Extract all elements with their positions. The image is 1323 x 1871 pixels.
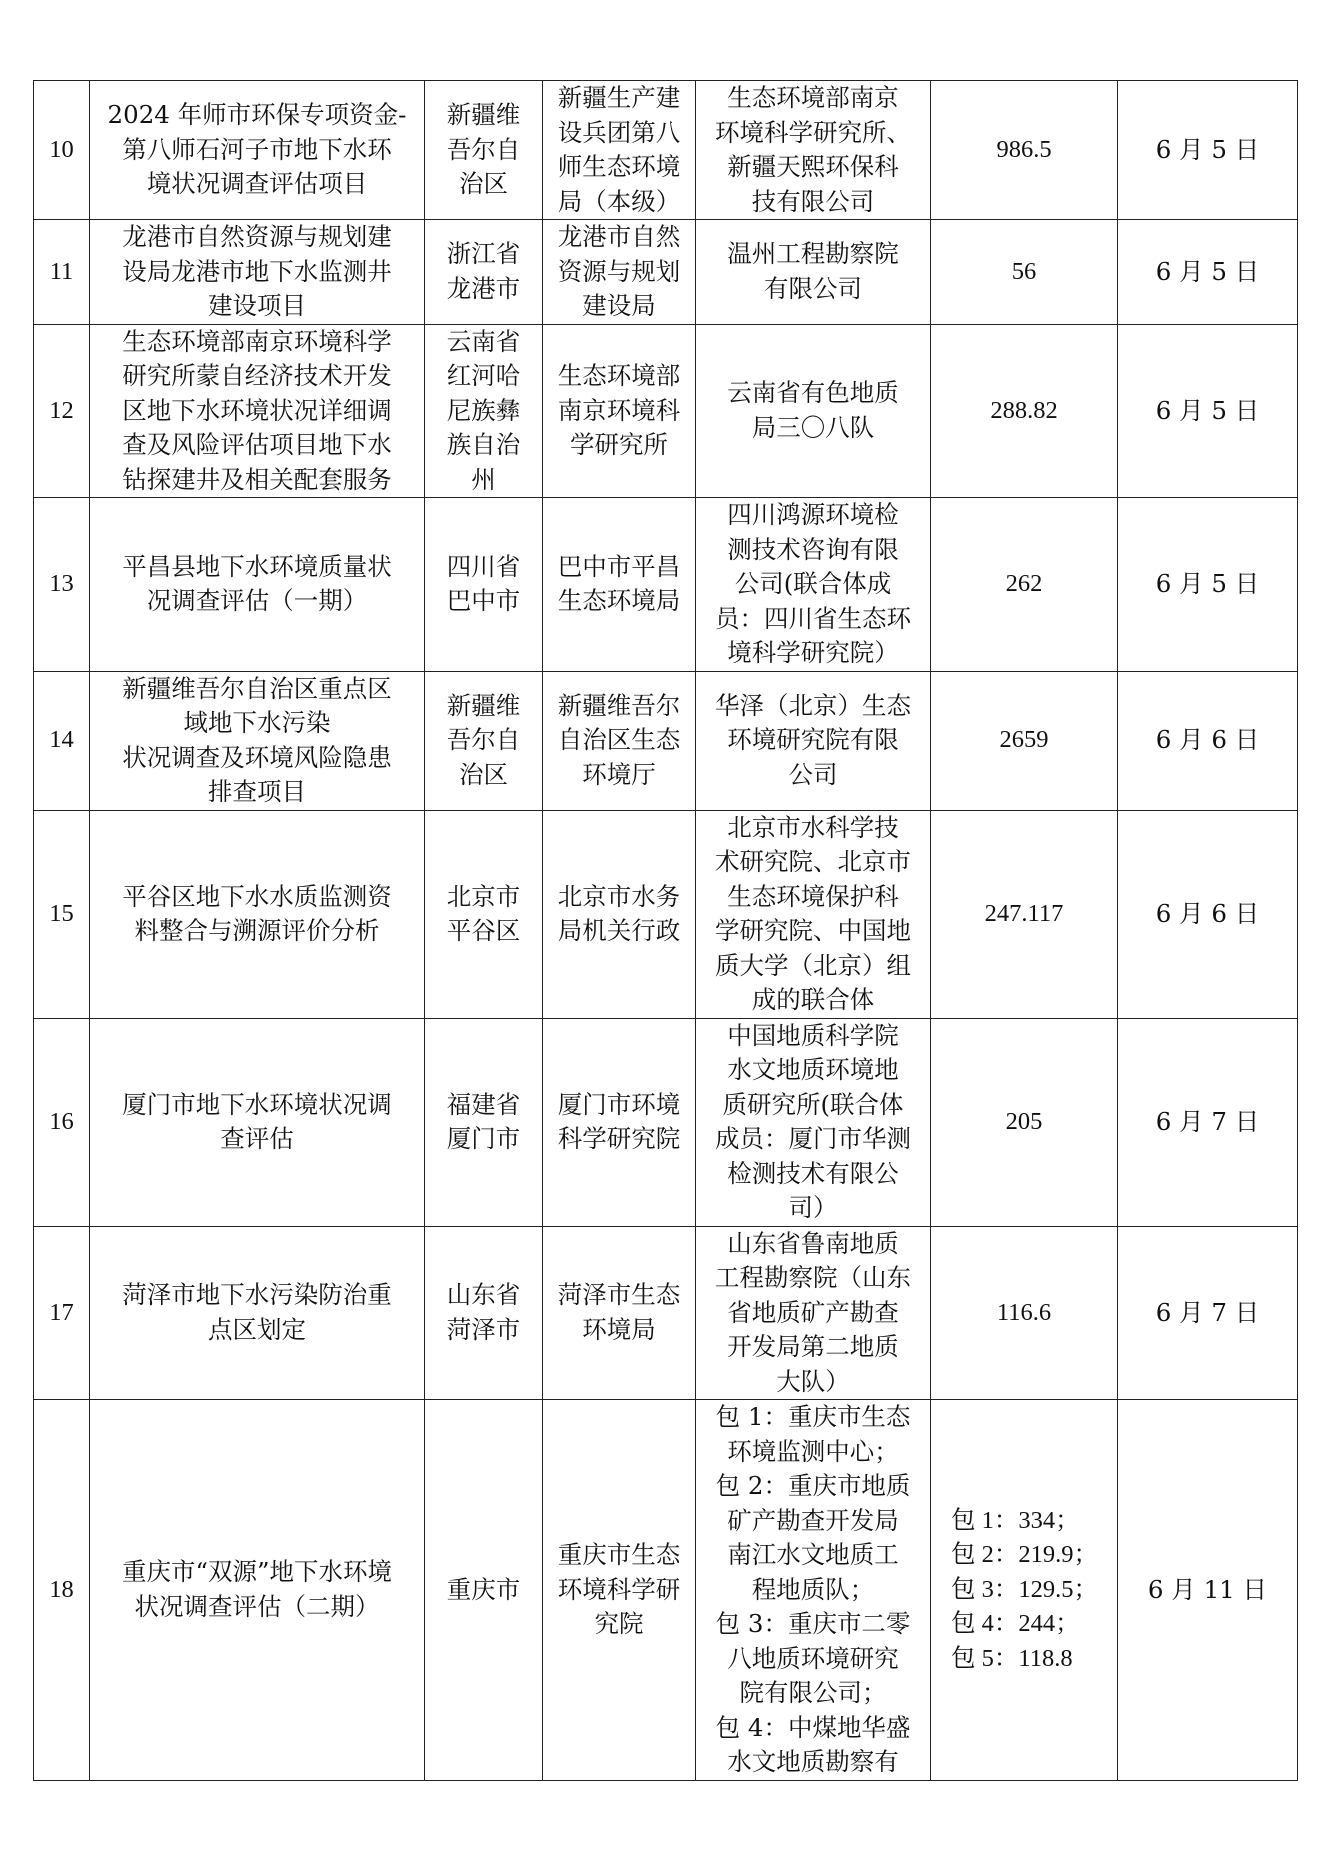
project-name-cell-line: 钻探建井及相关配套服务: [122, 464, 392, 494]
row-number: 12: [34, 324, 90, 498]
project-name-cell: [90, 220, 425, 325]
buyer-cell-line: 环境局: [582, 1314, 656, 1344]
buyer-cell-line: 师生态环境: [557, 152, 681, 181]
project-name-cell-line: 生态环境部南京环境科学: [122, 326, 392, 356]
region-cell: [425, 671, 543, 810]
project-name-cell: [90, 671, 425, 810]
amount-cell: [931, 324, 1118, 498]
region-cell: [425, 1226, 543, 1400]
amount-cell-line: 包 3：129.5；: [951, 1575, 1098, 1603]
date-cell: 6 月 5 日: [1118, 220, 1298, 325]
buyer-cell-line: 究院: [594, 1609, 644, 1638]
buyer-cell-line: 厦门市环境: [557, 1089, 681, 1119]
buyer-cell-line: 环境科学研: [557, 1574, 681, 1604]
row-number: 14: [34, 671, 90, 810]
winner-cell: [696, 220, 931, 325]
buyer-cell-line: 环境厅: [582, 759, 656, 789]
winner-cell-line: 包 4：中煤地华盛: [715, 1712, 911, 1742]
region-cell-line: 四川省: [446, 551, 521, 581]
table-row: [34, 1226, 1298, 1400]
amount-cell: [931, 671, 1118, 810]
winner-cell-line: 司）: [788, 1193, 838, 1222]
region-cell: [425, 220, 543, 325]
amount-cell-line: 247.117: [984, 899, 1064, 927]
region-cell: [425, 1400, 543, 1781]
project-name-cell-line: 查评估: [220, 1124, 294, 1153]
table-row: [34, 324, 1298, 498]
buyer-cell: [543, 1400, 696, 1781]
project-name-cell-line: 建设项目: [208, 291, 306, 320]
winner-cell-line: 程地质队；: [751, 1574, 875, 1604]
project-name-cell-line: 区地下水环境状况详细调: [122, 395, 392, 425]
project-name-cell-line: 料整合与溯源评价分析: [134, 916, 380, 945]
row-number: 17: [34, 1226, 90, 1400]
winner-cell-line: 环境研究院有限: [727, 725, 899, 755]
amount-cell: [931, 220, 1118, 325]
amount-cell-line: 包 1：334；: [951, 1506, 1080, 1534]
region-cell-line: 云南省: [446, 326, 521, 356]
region-cell: [425, 1018, 543, 1226]
buyer-cell-line: 龙港市自然: [557, 222, 681, 251]
winner-cell-line: 员：四川省生态环: [715, 603, 911, 633]
winner-cell-line: 测技术咨询有限: [727, 534, 899, 564]
winner-cell-line: 北京市水科学技: [727, 812, 899, 842]
winner-cell-line: 术研究院、北京市: [715, 847, 911, 876]
date-cell: 6 月 7 日: [1118, 1018, 1298, 1226]
project-name-cell: [90, 1018, 425, 1226]
amount-cell: [931, 1400, 1118, 1781]
region-cell-line: 菏泽市: [446, 1314, 521, 1344]
amount-cell-line: 2659: [999, 726, 1049, 754]
project-name-cell-line: 排查项目: [208, 777, 306, 806]
winner-cell-line: 环境监测中心；: [727, 1436, 899, 1466]
winner-cell: [696, 324, 931, 498]
winner-cell-line: 生态环境部南京: [727, 83, 899, 112]
amount-cell-line: 986.5: [996, 135, 1052, 163]
winner-cell-line: 四川鸿源环境检: [727, 500, 899, 529]
buyer-cell-line: 学研究所: [570, 430, 668, 459]
project-name-cell: [90, 498, 425, 672]
winner-cell-line: 新疆天熙环保科: [727, 152, 899, 181]
amount-cell-line: 包 4：244；: [951, 1610, 1080, 1637]
project-name-cell-line: 平昌县地下水环境质量状: [122, 551, 392, 581]
region-cell-line: 平谷区: [446, 916, 521, 945]
project-name-cell: [90, 81, 425, 220]
project-name-cell: [90, 1400, 425, 1781]
winner-cell-line: 技有限公司: [751, 186, 875, 216]
winner-cell: [696, 1226, 931, 1400]
project-name-cell-line: 点区划定: [208, 1314, 306, 1344]
row-number: 11: [34, 220, 90, 325]
buyer-cell: [543, 810, 696, 1018]
amount-cell-line: 205: [1005, 1107, 1043, 1135]
winner-cell-line: 生态环境保护科: [727, 881, 899, 911]
buyer-cell-line: 新疆维吾尔: [557, 690, 681, 720]
region-cell: [425, 81, 543, 220]
project-name-cell-line: 域地下水污染: [183, 708, 331, 737]
region-cell-line: 福建省: [446, 1089, 521, 1119]
region-cell-line: 尼族彝: [446, 395, 521, 425]
winner-cell-line: 质大学（北京）组: [715, 950, 911, 980]
region-cell-line: 浙江省: [446, 239, 521, 269]
amount-cell-line: 56: [1011, 257, 1037, 285]
region-cell-line: 龙港市: [446, 273, 521, 303]
buyer-cell: [543, 81, 696, 220]
region-cell-line: 红河哈: [446, 361, 521, 390]
project-name-cell: [90, 810, 425, 1018]
winner-cell-line: 工程勘察院（山东: [715, 1263, 911, 1292]
buyer-cell-line: 南京环境科: [557, 395, 681, 425]
region-cell-line: 新疆维: [446, 100, 521, 130]
buyer-cell-line: 菏泽市生态: [557, 1280, 681, 1310]
amount-cell-line: 116.6: [996, 1298, 1052, 1326]
winner-cell: [696, 810, 931, 1018]
region-cell-line: 吾尔自: [446, 134, 521, 164]
buyer-cell-line: 局（本级）: [557, 186, 681, 216]
winner-cell-line: 公司(联合体成: [734, 569, 892, 598]
project-name-cell-line: 龙港市自然资源与规划建: [122, 222, 392, 251]
project-name-cell-line: 平谷区地下水水质监测资: [122, 881, 392, 911]
date-cell: 6 月 5 日: [1118, 498, 1298, 672]
winner-cell: [696, 1400, 931, 1781]
winner-cell: [696, 671, 931, 810]
region-cell-line: 族自治: [446, 430, 521, 459]
amount-cell-line: 262: [1005, 570, 1043, 597]
buyer-cell-line: 自治区生态: [557, 725, 681, 755]
amount-cell: [931, 1226, 1118, 1400]
winner-cell-line: 省地质矿产勘查: [727, 1297, 899, 1327]
region-cell-line: 新疆维: [446, 690, 521, 720]
winner-cell-line: 包 2：重庆市地质: [715, 1471, 911, 1500]
table-row: [34, 498, 1298, 672]
row-number: 16: [34, 1018, 90, 1226]
project-name-cell-line: 况调查评估（一期）: [146, 586, 368, 616]
project-name-cell-line: 设局龙港市地下水监测井: [122, 256, 392, 286]
winner-cell-line: 公司: [788, 759, 838, 789]
region-cell: [425, 498, 543, 672]
winner-cell-line: 包 1：重庆市生态: [715, 1402, 911, 1431]
date-cell: 6 月 6 日: [1118, 671, 1298, 810]
table-row: [34, 671, 1298, 810]
project-name-cell: [90, 1226, 425, 1400]
winner-cell-line: 温州工程勘察院: [727, 239, 899, 269]
winner-cell-line: 大队）: [776, 1366, 850, 1396]
project-name-cell-line: 重庆市“双源”地下水环境: [121, 1557, 393, 1587]
winner-cell-line: 水文地质勘察有: [727, 1747, 899, 1776]
project-name-cell-line: 境状况调查评估项目: [146, 169, 368, 199]
region-cell-line: 厦门市: [446, 1124, 521, 1153]
winner-cell-line: 学研究院、中国地: [715, 916, 911, 945]
region-cell: [425, 810, 543, 1018]
row-number: 10: [34, 81, 90, 220]
buyer-cell: [543, 220, 696, 325]
region-cell-line: 吾尔自: [446, 725, 521, 755]
winner-cell-line: 环境科学研究所、: [715, 117, 911, 147]
project-name-cell-line: 2024 年师市环保专项资金-: [107, 100, 407, 130]
project-name-cell-line: 查及风险评估项目地下水: [122, 430, 392, 459]
amount-cell: [931, 810, 1118, 1018]
project-name-cell-line: 菏泽市地下水污染防治重: [122, 1280, 392, 1310]
amount-cell: [931, 81, 1118, 220]
amount-cell: [931, 498, 1118, 672]
winner-cell-line: 八地质环境研究: [727, 1643, 899, 1673]
winner-cell: [696, 498, 931, 672]
amount-cell-line: 288.82: [990, 396, 1058, 424]
buyer-cell-line: 建设局: [582, 291, 656, 320]
buyer-cell-line: 设兵团第八: [557, 117, 681, 147]
date-cell: 6 月 7 日: [1118, 1226, 1298, 1400]
winner-cell-line: 水文地质环境地: [727, 1055, 899, 1084]
buyer-cell: [543, 324, 696, 498]
winner-cell-line: 华泽（北京）生态: [715, 690, 911, 720]
project-name-cell-line: 状况调查及环境风险隐患: [122, 742, 392, 772]
buyer-cell-line: 资源与规划: [557, 256, 681, 286]
row-number: 18: [34, 1400, 90, 1781]
project-name-cell-line: 第八师石河子市地下水环: [122, 134, 392, 164]
region-cell-line: 治区: [459, 759, 508, 789]
winner-cell-line: 检测技术有限公: [727, 1158, 899, 1188]
table-row: [34, 810, 1298, 1018]
region-cell-line: 巴中市: [446, 586, 521, 616]
region-cell-line: 北京市: [446, 881, 521, 911]
winner-cell-line: 成的联合体: [751, 985, 875, 1014]
date-cell: 6 月 5 日: [1118, 81, 1298, 220]
amount-cell: [931, 1018, 1118, 1226]
region-cell-line: 治区: [459, 169, 508, 199]
winner-cell-line: 院有限公司；: [739, 1678, 887, 1707]
winner-cell-line: 质研究所(联合体: [722, 1089, 904, 1119]
buyer-cell: [543, 1018, 696, 1226]
region-cell: [425, 324, 543, 498]
winner-cell-line: 境科学研究院）: [727, 638, 899, 667]
buyer-cell: [543, 1226, 696, 1400]
buyer-cell-line: 局机关行政: [557, 916, 681, 945]
winner-cell-line: 包 3：重庆市二零: [715, 1609, 911, 1638]
table-row: [34, 220, 1298, 325]
date-cell: 6 月 5 日: [1118, 324, 1298, 498]
table-row: [34, 1018, 1298, 1226]
date-cell: 6 月 11 日: [1118, 1400, 1298, 1781]
buyer-cell-line: 巴中市平昌: [557, 551, 681, 581]
buyer-cell: [543, 671, 696, 810]
project-name-cell-line: 新疆维吾尔自治区重点区: [122, 673, 392, 703]
winner-cell-line: 矿产勘查开发局: [727, 1505, 899, 1535]
table-row: [34, 81, 1298, 220]
winner-cell-line: 开发局第二地质: [727, 1332, 899, 1361]
amount-cell-line: 包 5：118.8: [951, 1644, 1073, 1672]
region-cell-line: 山东省: [446, 1280, 521, 1310]
winner-cell-line: 南江水文地质工: [727, 1540, 899, 1569]
buyer-cell-line: 重庆市生态: [557, 1540, 681, 1569]
region-cell-line: 重庆市: [446, 1574, 521, 1604]
buyer-cell-line: 北京市水务: [557, 881, 681, 911]
region-cell-line: 州: [471, 464, 496, 494]
winner-cell-line: 山东省鲁南地质: [727, 1228, 899, 1258]
winner-cell-line: 有限公司: [764, 273, 862, 303]
row-number: 15: [34, 810, 90, 1018]
buyer-cell-line: 生态环境局: [557, 586, 681, 616]
results-table: [33, 80, 1298, 1781]
winner-cell: [696, 81, 931, 220]
winner-cell-line: 局三〇八队: [751, 412, 875, 442]
project-name-cell-line: 研究所蒙自经济技术开发: [122, 361, 392, 390]
buyer-cell-line: 新疆生产建: [557, 83, 681, 112]
buyer-cell-line: 生态环境部: [557, 361, 681, 390]
project-name-cell-line: 状况调查评估（二期）: [134, 1591, 380, 1621]
winner-cell: [696, 1018, 931, 1226]
row-number: 13: [34, 498, 90, 672]
table-body: [34, 81, 1298, 1781]
winner-cell-line: 成员：厦门市华测: [715, 1124, 911, 1153]
buyer-cell-line: 科学研究院: [557, 1124, 681, 1153]
table-row: [34, 1400, 1298, 1781]
amount-cell-line: 包 2：219.9；: [951, 1541, 1098, 1568]
project-name-cell: [90, 324, 425, 498]
date-cell: 6 月 6 日: [1118, 810, 1298, 1018]
winner-cell-line: 中国地质科学院: [727, 1020, 899, 1050]
winner-cell-line: 云南省有色地质: [727, 378, 899, 408]
buyer-cell: [543, 498, 696, 672]
project-name-cell-line: 厦门市地下水环境状况调: [122, 1089, 392, 1119]
